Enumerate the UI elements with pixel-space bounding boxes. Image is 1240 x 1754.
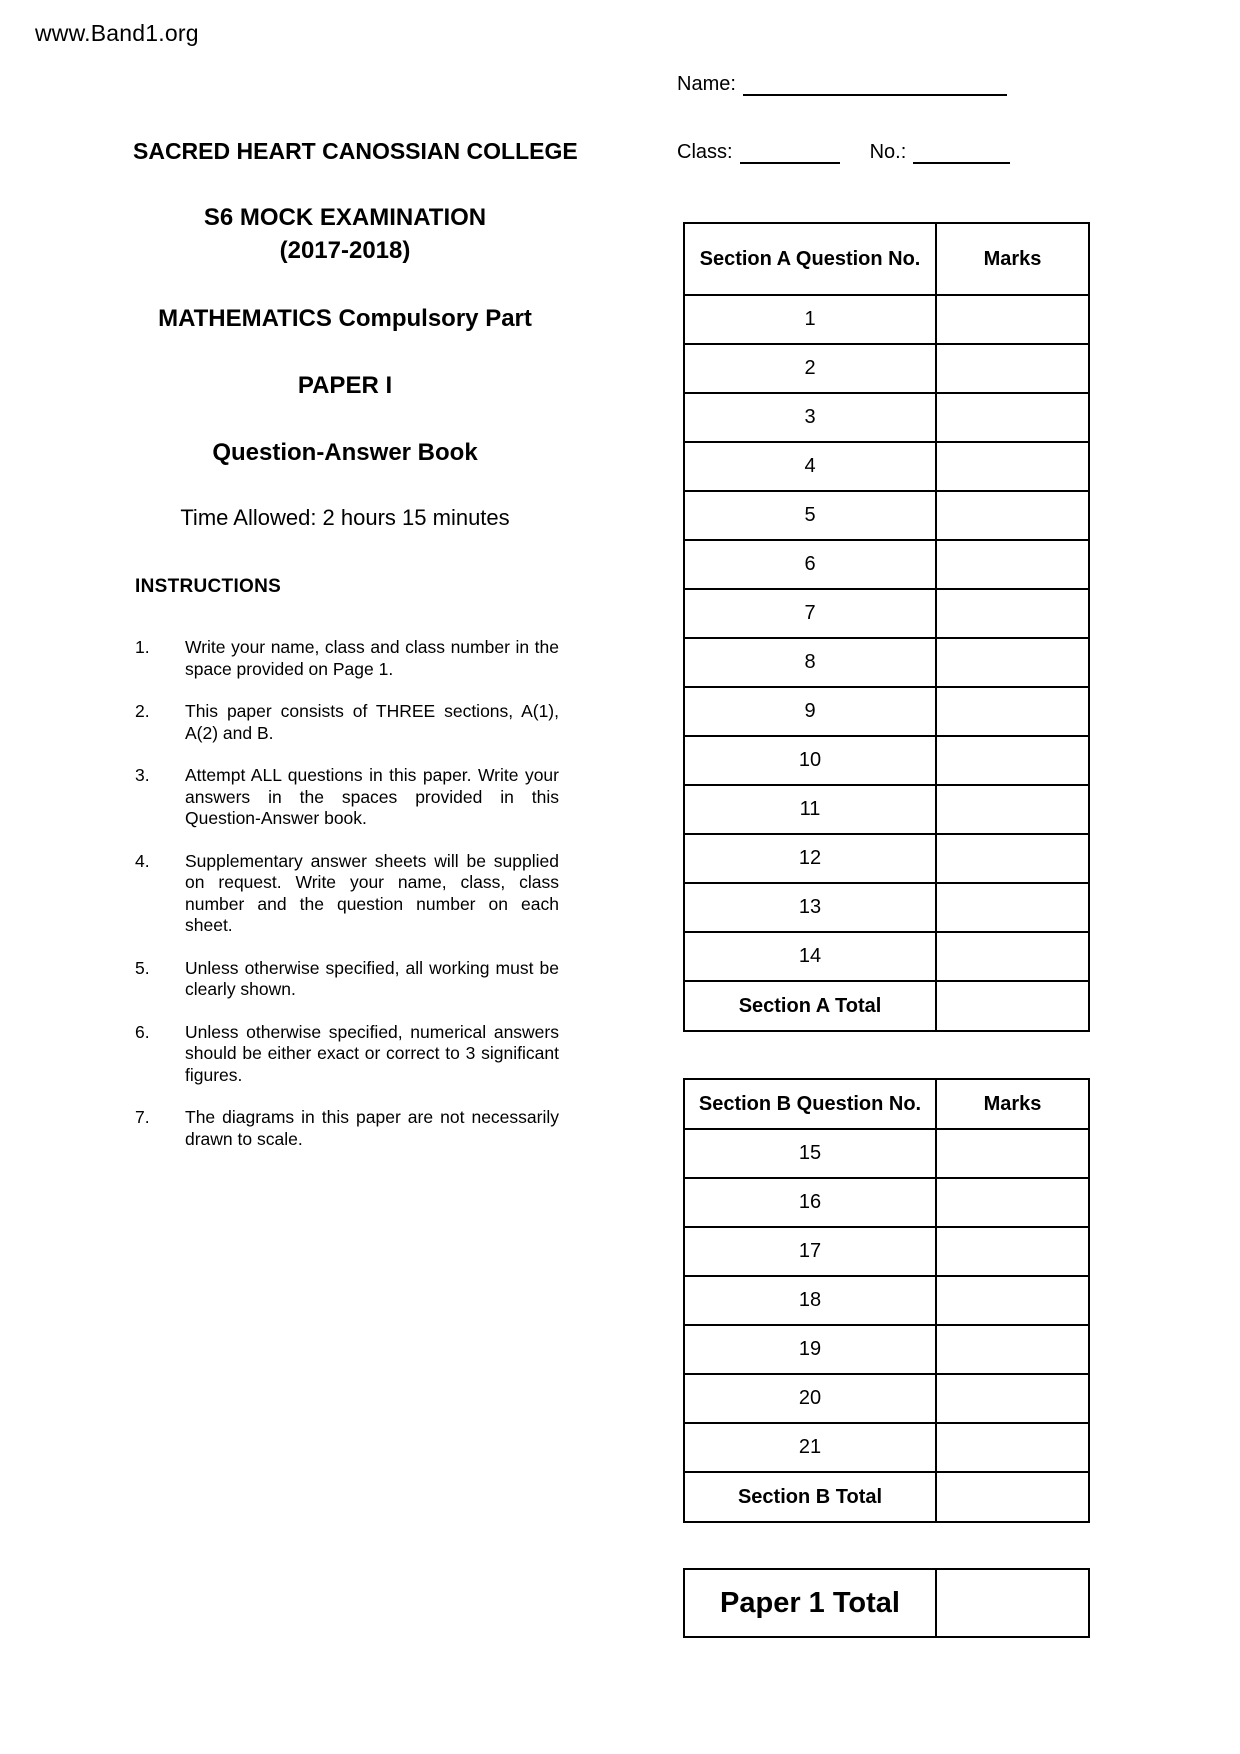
instruction-text: This paper consists of THREE sections, A(1), A(2) and B. [185,701,559,743]
question-number: 17 [685,1228,937,1275]
marks-cell [937,1375,1088,1422]
table-row [685,1177,1088,1226]
section-b-total-label: Section B Total [685,1473,937,1521]
question-number: 5 [685,492,937,539]
marks-cell [937,639,1088,686]
marks-cell [937,835,1088,882]
marks-cell [937,492,1088,539]
exam-year: (2017-2018) [279,237,411,264]
table-row [685,1275,1088,1324]
marks-cell [937,443,1088,490]
paper-total-label: Paper 1 Total [685,1570,937,1636]
table-row [685,1128,1088,1177]
question-number: 3 [685,394,937,441]
table-row [685,539,1088,588]
marks-cell [937,345,1088,392]
instruction-number: 3. [135,765,150,785]
watermark-text: www.Band1.org [35,20,199,46]
marks-cell [937,1277,1088,1324]
table-row [685,637,1088,686]
class-number-label: No.: [869,141,907,163]
instruction-item [135,851,559,937]
marks-cell [937,884,1088,931]
question-number: 8 [685,639,937,686]
question-number: 2 [685,345,937,392]
section-b-question-no-header: Section B Question No. [685,1080,937,1128]
section-a-marks-table [683,222,1090,1032]
instruction-number: 5. [135,957,150,978]
question-number: 11 [685,786,937,833]
class-field-row [677,140,1010,164]
instruction-item [135,1022,559,1087]
marks-cell [937,1130,1088,1177]
marks-cell [937,394,1088,441]
question-number: 18 [685,1277,937,1324]
marks-cell [937,1326,1088,1373]
marks-cell [937,982,1088,1030]
section-a-total-label: Section A Total [685,982,937,1030]
table-row [685,294,1088,343]
question-number: 13 [685,884,937,931]
name-blank-line [743,72,1007,96]
question-number: 14 [685,933,937,980]
table-row [685,735,1088,784]
exam-title: S6 MOCK EXAMINATION [203,204,487,231]
marks-cell [937,590,1088,637]
instruction-text: Unless otherwise specified, all working must be clearly shown. [185,957,559,999]
subject-title: MATHEMATICS Compulsory Part [158,305,532,332]
table-row [685,588,1088,637]
instruction-item [135,765,559,830]
section-b-total-row [685,1471,1088,1521]
marks-header: Marks [983,1092,1042,1115]
marks-cell [937,933,1088,980]
marks-header: Marks [983,247,1042,270]
table-header-row [685,1080,1088,1128]
instruction-item [135,958,559,1001]
marks-cell [937,737,1088,784]
question-number: 9 [685,688,937,735]
marks-cell [937,296,1088,343]
name-field-row [677,72,1007,96]
instruction-text: The diagrams in this paper are not necessarily drawn to scale. [185,1107,559,1149]
instruction-number: 7. [135,1107,150,1127]
instructions-heading: INSTRUCTIONS [135,576,282,597]
instruction-number: 2. [135,701,150,721]
instruction-number: 1. [135,637,150,657]
marks-cell [937,541,1088,588]
question-number: 19 [685,1326,937,1373]
instruction-text: Supplementary answer sheets will be supplied on request. Write your name, class, class number and the question number on each sheet. [185,850,559,935]
instruction-item [135,701,559,744]
paper-number-title: PAPER I [297,372,393,399]
name-label: Name: [677,73,736,95]
marks-cell [937,1424,1088,1471]
table-row [685,686,1088,735]
question-number: 7 [685,590,937,637]
table-row [685,833,1088,882]
class-number-blank-line [913,140,1010,164]
school-name-title: SACRED HEART CANOSSIAN COLLEGE [133,138,578,164]
table-row [685,392,1088,441]
question-number: 15 [685,1130,937,1177]
instruction-text: Unless otherwise specified, numerical answers should be either exact or correct to 3 significant figures. [185,1021,559,1085]
table-row [685,882,1088,931]
marks-cell [937,1228,1088,1275]
book-type-title: Question-Answer Book [212,439,478,466]
question-number: 4 [685,443,937,490]
marks-cell [937,1179,1088,1226]
instruction-item [135,637,559,680]
question-number: 10 [685,737,937,784]
table-row [685,1324,1088,1373]
table-row [685,931,1088,980]
question-number: 1 [685,296,937,343]
question-number: 21 [685,1424,937,1471]
class-blank-line [740,140,840,164]
marks-cell [937,786,1088,833]
section-a-total-row [685,980,1088,1030]
question-number: 12 [685,835,937,882]
paper-total-box [683,1568,1090,1638]
table-row [685,343,1088,392]
instruction-number: 4. [135,850,150,871]
table-row [685,1226,1088,1275]
class-label: Class: [677,141,733,163]
instruction-text: Attempt ALL questions in this paper. Write your answers in the spaces provided in this Question-Answer book. [185,765,559,828]
marks-cell [937,688,1088,735]
paper-total-marks-cell [937,1570,1088,1636]
table-header-row [685,224,1088,294]
instruction-item [135,1107,559,1150]
instructions-list [135,637,559,1171]
section-a-question-no-header: Section A Question No. [685,224,937,294]
instruction-text: Write your name, class and class number in the space provided on Page 1. [185,637,559,679]
question-number: 16 [685,1179,937,1226]
table-row [685,1422,1088,1471]
time-allowed-text: Time Allowed: 2 hours 15 minutes [180,505,510,530]
section-b-marks-table [683,1078,1090,1523]
table-row [685,490,1088,539]
question-number: 6 [685,541,937,588]
marks-cell [937,1473,1088,1521]
table-row [685,441,1088,490]
question-number: 20 [685,1375,937,1422]
table-row [685,784,1088,833]
instruction-number: 6. [135,1021,150,1042]
table-row [685,1373,1088,1422]
